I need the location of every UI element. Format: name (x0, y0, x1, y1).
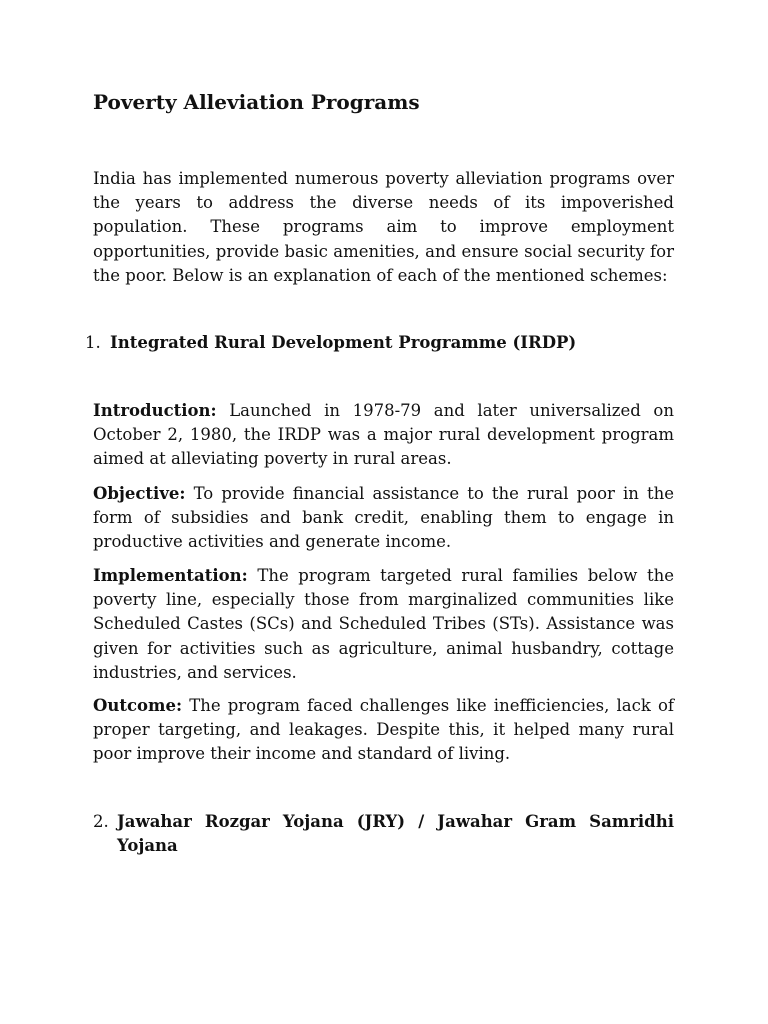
section-heading-irdp (85, 331, 674, 355)
section-heading-text-line1: Jawahar Rozgar Yojana (JRY) / Jawahar Gram Samridhi (117, 812, 674, 831)
irdp-objective-paragraph (93, 482, 674, 555)
intro-paragraph: India has implemented numerous poverty alleviation programs over the years to address the diverse needs of its impoverished population. These programs aim to improve employment opportunities, provide basic amenities, and ensure social security for the poor. Below is an explanation of each of the mentioned schemes: (93, 169, 674, 285)
section-heading-jry (93, 810, 674, 858)
irdp-introduction-paragraph (93, 399, 674, 472)
section-number: 1. (85, 333, 101, 352)
section-heading-text-line2: Yojana (117, 836, 178, 856)
page-title: Poverty Alleviation Programs (93, 90, 420, 114)
paragraph-label: Objective: (93, 484, 186, 503)
paragraph-label: Outcome: (93, 696, 183, 715)
section-number: 2. (93, 812, 109, 831)
irdp-outcome-paragraph (93, 694, 674, 767)
section-heading-text: Integrated Rural Development Programme (IRDP) (110, 333, 577, 352)
paragraph-text: To provide financial assistance to the rural poor in the form of subsidies and bank credit, enabling them to engage in productive activities and generate income. (93, 484, 674, 552)
paragraph-label: Implementation: (93, 566, 248, 585)
paragraph-text: The program targeted rural families below the poverty line, especially those from marginalized communities like Scheduled Castes (SCs) and Scheduled Tribes (STs). Assistance was given for activities such as agriculture, animal husbandry, cottage industries, and services. (93, 566, 674, 682)
paragraph-text: Launched in 1978-79 and later universalized on October 2, 1980, the IRDP was a major rural development program aimed at alleviating poverty in rural areas. (93, 401, 674, 469)
paragraph-text: The program faced challenges like inefficiencies, lack of proper targeting, and leakages. Despite this, it helped many rural poor improve their income and standard of living. (93, 696, 674, 764)
irdp-implementation-paragraph (93, 564, 674, 685)
paragraph-label: Introduction: (93, 401, 217, 420)
